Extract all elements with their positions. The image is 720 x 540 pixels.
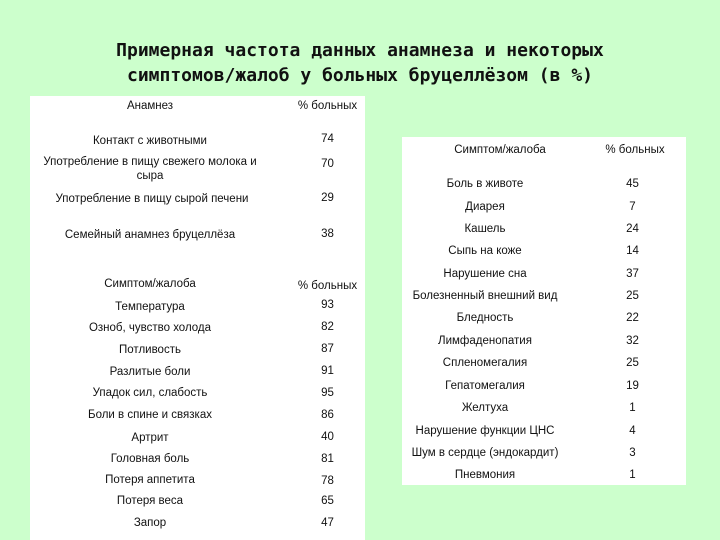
anamnesis-row-label: Семейный анамнез бруцеллёза [64, 229, 236, 241]
slide-title [60, 38, 660, 88]
symptom-row-value: 87 [321, 343, 334, 355]
symptom-row-label: Пневмония [454, 469, 516, 481]
symptom-row-value: 37 [626, 268, 639, 280]
symptoms-right-header-label: Симптом/жалоба [454, 144, 546, 156]
symptom-row-value: 81 [321, 453, 334, 465]
symptom-row-label: Потеря аппетита [105, 474, 195, 486]
anamnesis-header-value: % больных [297, 100, 358, 112]
symptom-row-label: Болезненный внешний вид [412, 290, 558, 302]
anamnesis-row-value: 70 [321, 158, 334, 170]
anamnesis-row-value: 74 [321, 133, 334, 145]
symptom-row-value: 4 [629, 425, 636, 437]
symptom-row-label: Боль в животе [446, 178, 524, 190]
symptom-row-value: 19 [626, 380, 639, 392]
symptom-row-value: 47 [321, 517, 334, 529]
symptoms-right-header-value: % больных [605, 144, 665, 156]
symptom-row-value: 7 [629, 201, 636, 213]
symptom-row-label: Кашель [464, 223, 506, 235]
symptom-row-value: 22 [626, 312, 639, 324]
symptom-row-value: 25 [626, 290, 639, 302]
symptom-row-label: Шум в сердце (эндокардит) [411, 447, 559, 459]
symptom-row-value: 14 [626, 245, 639, 257]
symptom-row-value: 3 [629, 447, 636, 459]
symptom-row-value: 24 [626, 223, 639, 235]
symptom-row-value: 32 [626, 335, 639, 347]
symptom-row-label: Нарушение функции ЦНС [415, 425, 555, 437]
symptom-row-label: Гепатомегалия [445, 380, 525, 392]
anamnesis-row-value: 38 [321, 228, 334, 240]
symptom-row-value: 82 [321, 321, 334, 333]
symptom-row-label: Спленомегалия [442, 357, 528, 369]
symptom-row-label: Диарея [465, 201, 505, 213]
symptom-row-value: 86 [321, 409, 334, 421]
symptom-row-value: 65 [321, 495, 334, 507]
symptom-row-value: 1 [629, 469, 636, 481]
symptom-row-label: Желтуха [461, 402, 509, 414]
symptoms-left-header-value: % больных [297, 280, 358, 292]
symptom-row-value: 40 [321, 431, 334, 443]
anamnesis-row-label: Употребление в пищу сырой печени [55, 193, 249, 205]
symptom-row-value: 93 [321, 299, 334, 311]
symptom-row-value: 1 [629, 402, 636, 414]
symptom-row-label: Упадок сил, слабость [92, 387, 208, 399]
symptom-row-label: Головная боль [110, 453, 190, 465]
symptom-row-label: Лимфаденопатия [438, 335, 532, 347]
symptom-row-label: Нарушение сна [443, 268, 527, 280]
symptom-row-value: 91 [321, 365, 334, 377]
title-line-2: симптомов/жалоб у больных бруцеллёзом (в %) [127, 65, 593, 86]
symptoms-left-header-label: Симптом/жалоба [104, 278, 196, 290]
symptom-row-value: 45 [626, 178, 639, 190]
symptom-row-label: Боли в спине и связках [88, 409, 212, 421]
anamnesis-row-value: 29 [321, 192, 334, 204]
title-line-1: Примерная частота данных анамнеза и некоторых [116, 40, 604, 61]
symptom-row-label: Бледность [456, 312, 514, 324]
symptom-row-label: Потливость [119, 344, 181, 356]
symptom-row-label: Разлитые боли [109, 366, 191, 378]
symptom-row-value: 78 [321, 475, 334, 487]
symptom-row-label: Температура [115, 301, 185, 313]
symptom-row-value: 25 [626, 357, 639, 369]
symptom-row-label: Потеря веса [116, 495, 184, 507]
anamnesis-row-label: Контакт с животными [92, 135, 207, 147]
anamnesis-row-label: Употребление в пищу свежего молока и сыра [43, 156, 257, 182]
symptom-row-label: Сыпь на коже [448, 245, 522, 257]
symptom-row-value: 95 [321, 387, 334, 399]
anamnesis-header-label: Анамнез [126, 100, 174, 112]
symptom-row-label: Запор [133, 517, 167, 529]
symptom-row-label: Артрит [131, 432, 169, 444]
symptom-row-label: Озноб, чувство холода [88, 322, 212, 334]
